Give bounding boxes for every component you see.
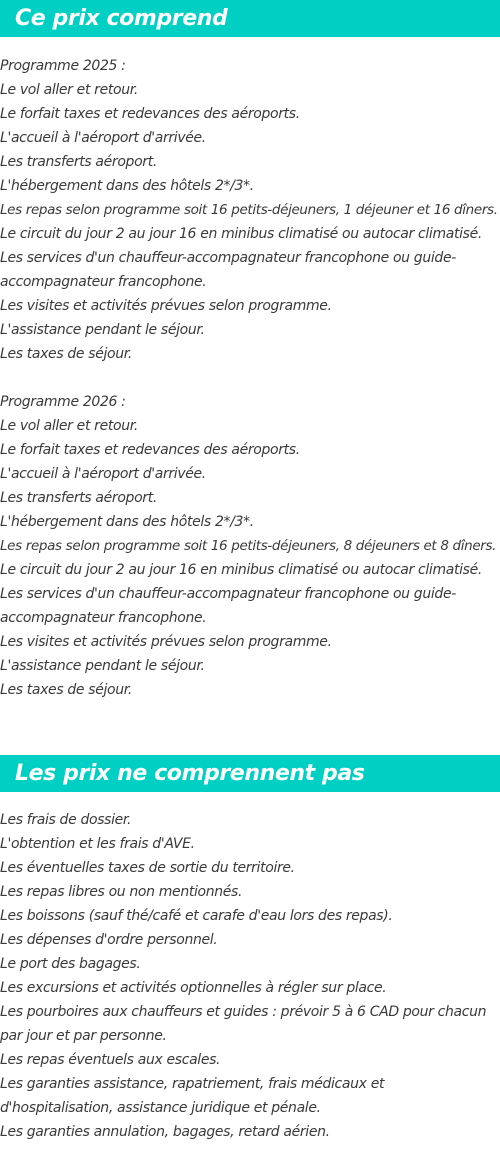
list-item: Les repas selon programme soit 16 petits-déjeuners, 1 déjeuner et 16 dîners. (0, 202, 498, 218)
list-item: Les transferts aéroport. (0, 154, 157, 170)
price-excludes-section (0, 755, 500, 1144)
list-item: L'accueil à l'aéroport d'arrivée. (0, 466, 206, 482)
price-includes-title: Ce prix comprend (15, 6, 228, 31)
list-item: L'hébergement dans des hôtels 2*/3*. (0, 178, 254, 194)
price-includes-content (0, 37, 500, 702)
list-item: Le vol aller et retour. (0, 418, 138, 434)
list-item: Les services d'un chauffeur-accompagnateur francophone ou guide-accompagnateur francophone. (0, 586, 456, 626)
list-item: Les services d'un chauffeur-accompagnateur francophone ou guide-accompagnateur francophone. (0, 250, 456, 290)
spacer (0, 366, 500, 390)
list-item: Les taxes de séjour. (0, 682, 132, 698)
program-2025-heading: Programme 2025 : (0, 58, 126, 74)
list-item: Les garanties annulation, bagages, retard aérien. (0, 1124, 330, 1140)
list-item: Les garanties assistance, rapatriement, frais médicaux et d'hospitalisation, assistance juridique et pénale. (0, 1076, 385, 1116)
list-item: Les pourboires aux chauffeurs et guides : prévoir 5 à 6 CAD pour chacun par jour et par personne. (0, 1004, 487, 1044)
list-item: Les taxes de séjour. (0, 346, 132, 362)
list-item: L'assistance pendant le séjour. (0, 322, 205, 338)
list-item: Les repas libres ou non mentionnés. (0, 884, 243, 900)
program-2026-heading: Programme 2026 : (0, 394, 126, 410)
price-includes-header (0, 0, 500, 37)
list-item: Les repas selon programme soit 16 petits-déjeuners, 8 déjeuners et 8 dîners. (0, 538, 497, 554)
price-excludes-header (0, 755, 500, 792)
list-item: Les visites et activités prévues selon programme. (0, 298, 332, 314)
list-item: L'assistance pendant le séjour. (0, 658, 205, 674)
list-item: Les dépenses d'ordre personnel. (0, 932, 218, 948)
list-item: Le forfait taxes et redevances des aéroports. (0, 106, 300, 122)
list-item: Le circuit du jour 2 au jour 16 en minibus climatisé ou autocar climatisé. (0, 562, 482, 578)
list-item: L'obtention et les frais d'AVE. (0, 836, 195, 852)
list-item: Les éventuelles taxes de sortie du territoire. (0, 860, 295, 876)
list-item: Les boissons (sauf thé/café et carafe d'eau lors des repas). (0, 908, 393, 924)
list-item: Les frais de dossier. (0, 812, 132, 828)
price-excludes-content (0, 792, 500, 1144)
list-item: L'accueil à l'aéroport d'arrivée. (0, 130, 206, 146)
list-item: Les transferts aéroport. (0, 490, 157, 506)
list-item: Le vol aller et retour. (0, 82, 138, 98)
list-item: Les excursions et activités optionnelles à régler sur place. (0, 980, 387, 996)
list-item: Le circuit du jour 2 au jour 16 en minibus climatisé ou autocar climatisé. (0, 226, 482, 242)
list-item: L'hébergement dans des hôtels 2*/3*. (0, 514, 254, 530)
list-item: Le port des bagages. (0, 956, 141, 972)
list-item: Les visites et activités prévues selon programme. (0, 634, 332, 650)
list-item: Le forfait taxes et redevances des aéroports. (0, 442, 300, 458)
price-excludes-title: Les prix ne comprennent pas (15, 761, 365, 786)
list-item: Les repas éventuels aux escales. (0, 1052, 221, 1068)
